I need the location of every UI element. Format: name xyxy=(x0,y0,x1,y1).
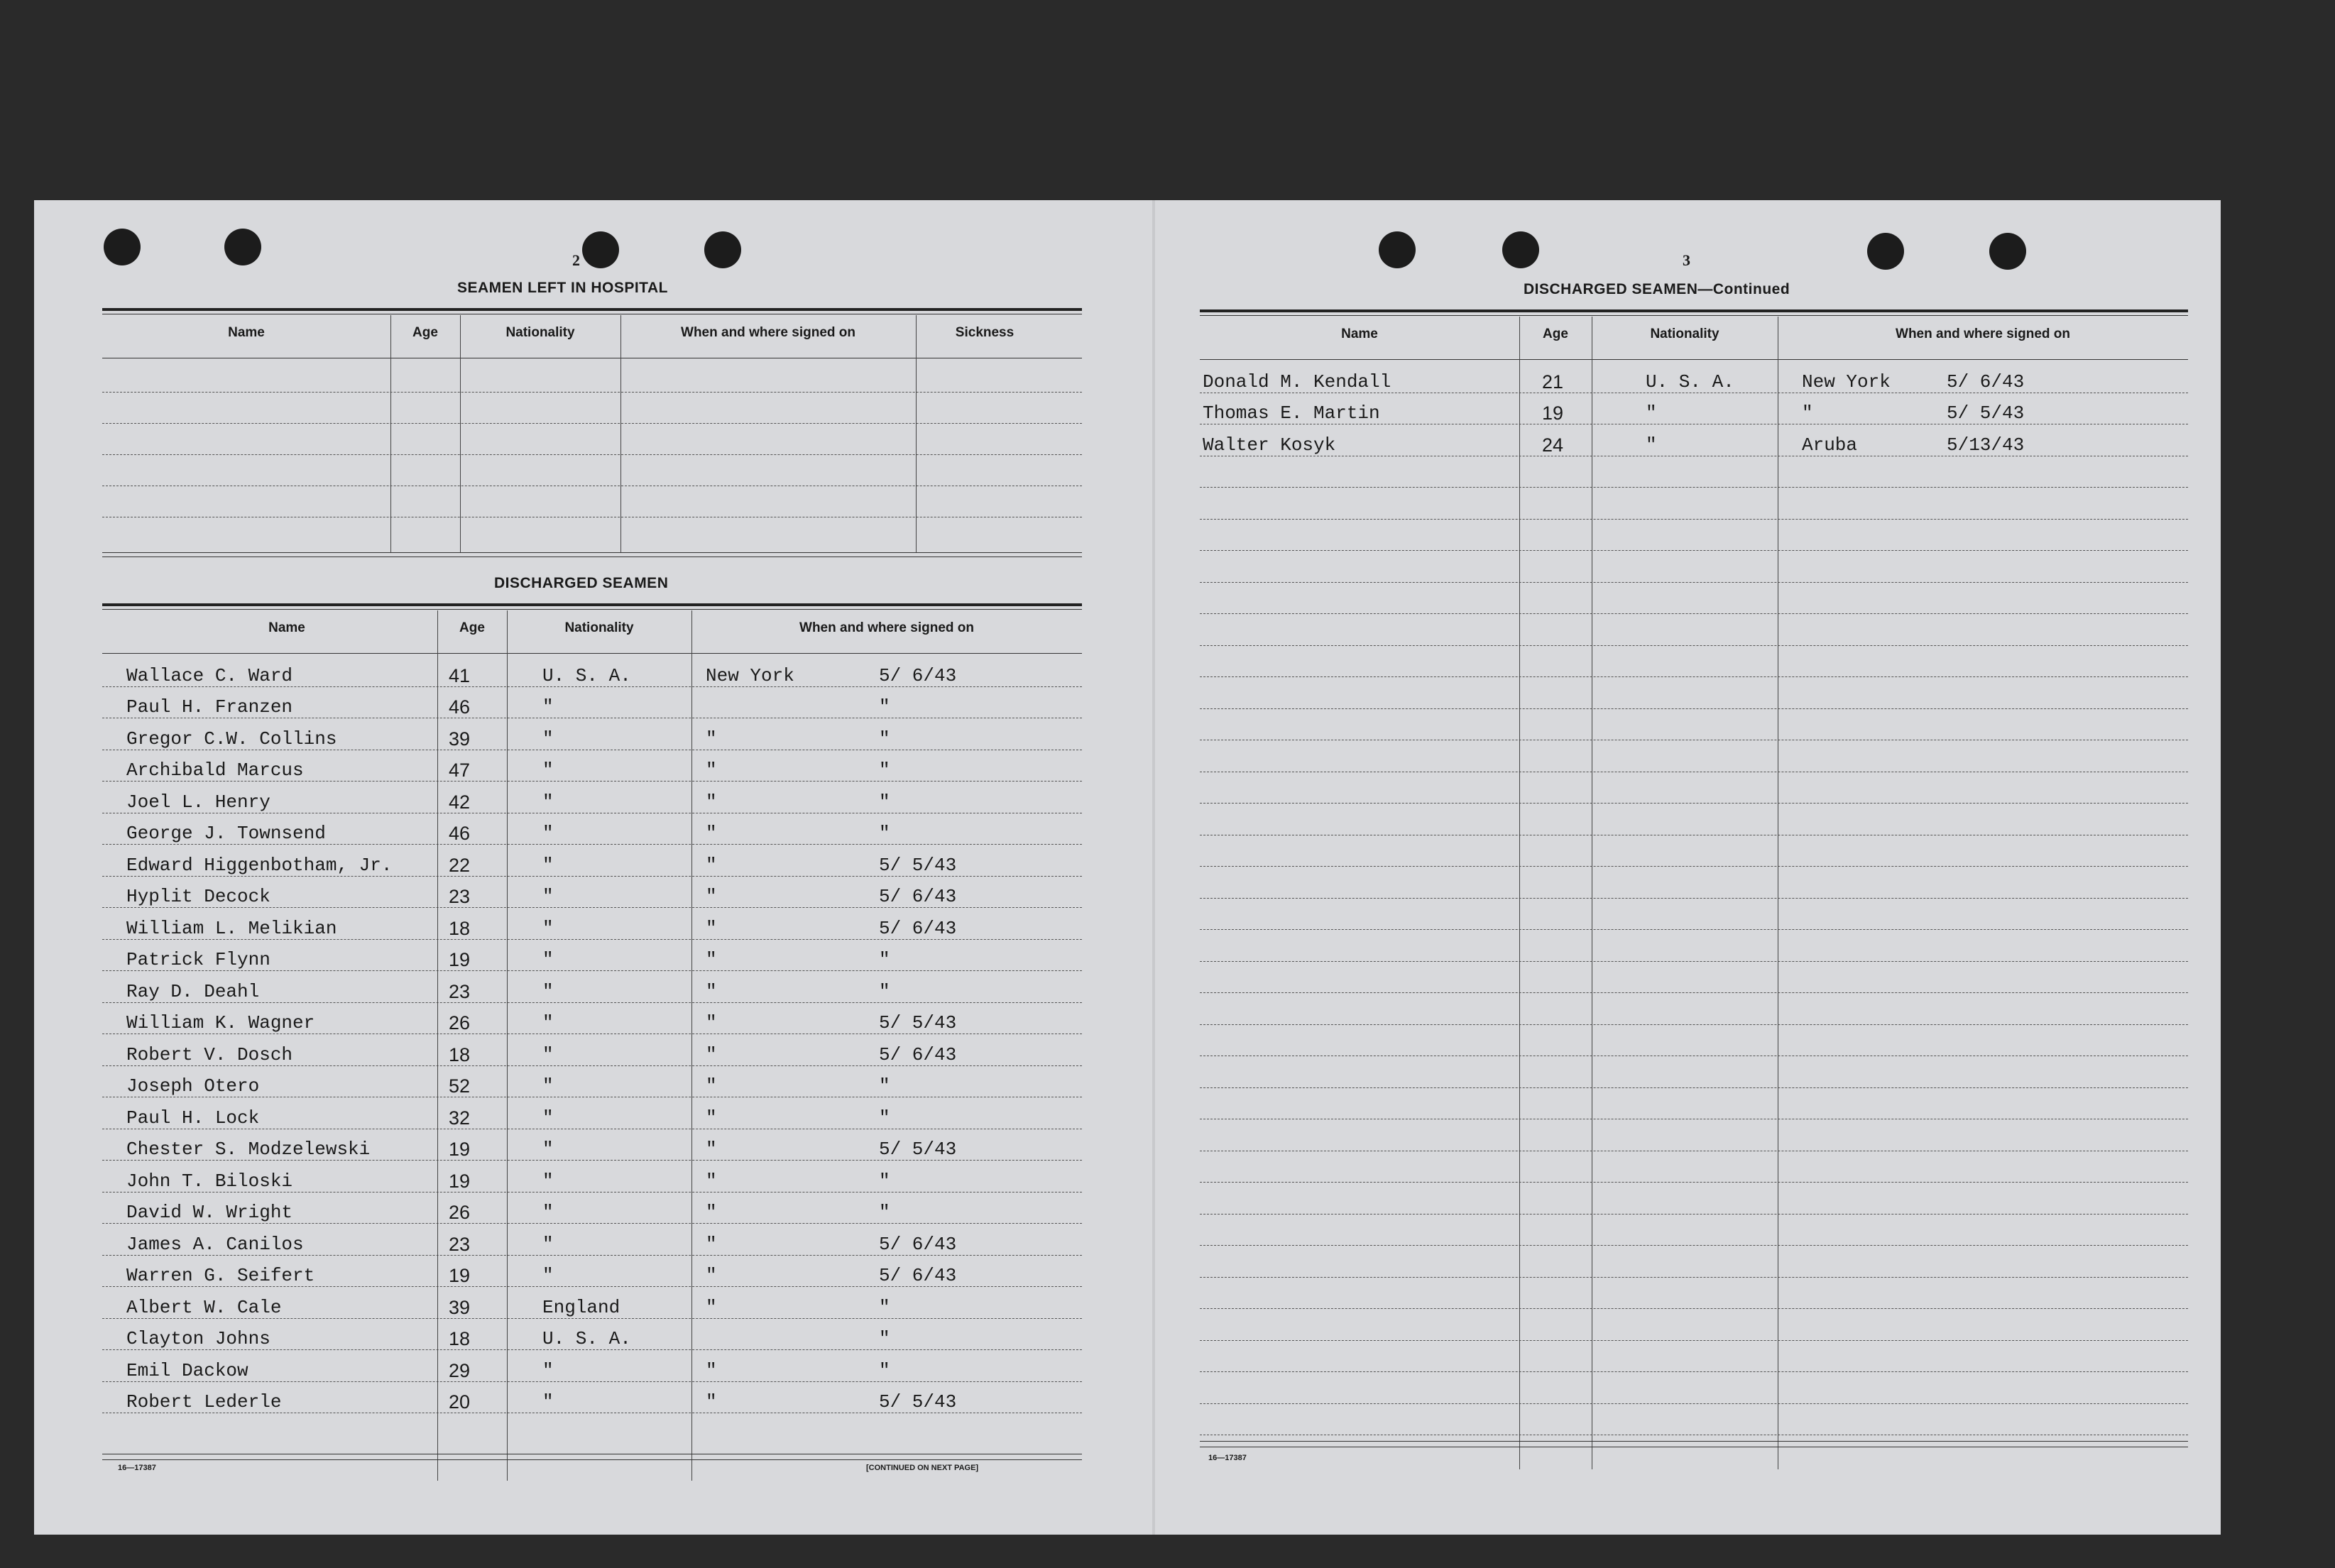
seaman-age: 41 xyxy=(449,664,471,686)
row-rule xyxy=(102,907,1082,908)
seaman-nationality: " xyxy=(542,917,554,939)
seaman-nationality: " xyxy=(542,728,554,750)
row-rule xyxy=(1200,866,2188,867)
seaman-nationality: " xyxy=(542,1233,554,1255)
seaman-name: Patrick Flynn xyxy=(126,949,270,970)
seaman-nationality: " xyxy=(542,980,554,1002)
row-rule xyxy=(1200,613,2188,614)
seaman-age: 47 xyxy=(449,760,471,781)
seaman-name: Joel L. Henry xyxy=(126,791,270,813)
signed-on-date: 5/ 5/43 xyxy=(879,854,957,876)
seaman-name: Joseph Otero xyxy=(126,1075,260,1097)
punch-hole-icon xyxy=(704,231,741,268)
signed-on-date: " xyxy=(879,1107,890,1129)
row-rule xyxy=(1200,803,2188,804)
signed-on-date: 5/ 6/43 xyxy=(1947,371,2025,393)
row-rule xyxy=(1200,1024,2188,1025)
row-rule xyxy=(102,1318,1082,1319)
row-rule xyxy=(102,970,1082,971)
signed-on-place: " xyxy=(706,791,717,813)
punch-hole-icon xyxy=(1502,231,1539,268)
row-rule xyxy=(102,686,1082,687)
continued-section-title: DISCHARGED SEAMEN—Continued xyxy=(1524,281,1790,297)
seaman-nationality: " xyxy=(542,1012,554,1034)
signed-on-date: " xyxy=(879,696,890,718)
discharged-header-signed-on: When and where signed on xyxy=(799,620,974,635)
signed-on-place: " xyxy=(706,1075,717,1097)
seaman-name: Thomas E. Martin xyxy=(1203,402,1380,424)
discharged-header-nationality: Nationality xyxy=(564,620,634,635)
signed-on-place: " xyxy=(706,949,717,970)
signed-on-date: " xyxy=(879,1202,890,1223)
row-rule xyxy=(102,1192,1082,1193)
seaman-nationality: " xyxy=(1646,434,1657,456)
row-rule xyxy=(102,1223,1082,1224)
seaman-age: 46 xyxy=(449,823,471,844)
seaman-nationality: England xyxy=(542,1296,620,1318)
signed-on-date: 5/ 6/43 xyxy=(879,1233,957,1255)
hospital-header-signed-on: When and where signed on xyxy=(681,325,855,340)
row-rule xyxy=(1200,645,2188,646)
row-rule xyxy=(102,1065,1082,1066)
row-rule xyxy=(102,1286,1082,1287)
seaman-nationality: " xyxy=(542,1107,554,1129)
seaman-age: 26 xyxy=(449,1202,471,1223)
seaman-nationality: " xyxy=(542,791,554,813)
hospital-section-title: SEAMEN LEFT IN HOSPITAL xyxy=(457,280,668,296)
row-rule xyxy=(1200,961,2188,962)
seaman-name: Clayton Johns xyxy=(126,1328,270,1349)
right-top-rule xyxy=(1200,309,2188,312)
punch-hole-icon xyxy=(1379,231,1416,268)
signed-on-date: " xyxy=(879,1170,890,1192)
signed-on-date: 5/ 6/43 xyxy=(879,1043,957,1065)
row-rule xyxy=(102,844,1082,845)
seaman-age: 21 xyxy=(1542,371,1564,393)
seaman-age: 32 xyxy=(449,1107,471,1129)
seaman-name: John T. Biloski xyxy=(126,1170,293,1192)
seaman-age: 19 xyxy=(449,1170,471,1192)
row-rule xyxy=(1200,708,2188,709)
punch-hole-icon xyxy=(224,229,261,265)
punch-hole-icon xyxy=(104,229,141,265)
row-rule xyxy=(102,1160,1082,1161)
signed-on-place: " xyxy=(706,1359,717,1381)
signed-on-place: " xyxy=(706,1265,717,1286)
seaman-age: 19 xyxy=(449,1265,471,1286)
signed-on-date: " xyxy=(879,823,890,844)
seaman-name: Hyplit Decock xyxy=(126,886,270,907)
seaman-nationality: U. S. A. xyxy=(1646,371,1734,393)
seaman-nationality: " xyxy=(542,823,554,844)
seaman-nationality: U. S. A. xyxy=(542,664,631,686)
signed-on-date: " xyxy=(879,1328,890,1349)
page-fold xyxy=(1152,200,1155,1535)
seaman-nationality: " xyxy=(542,760,554,781)
signed-on-date: 5/ 5/43 xyxy=(879,1012,957,1034)
seaman-age: 52 xyxy=(449,1075,471,1097)
row-rule xyxy=(1200,519,2188,520)
signed-on-date: " xyxy=(879,760,890,781)
signed-on-date: 5/ 6/43 xyxy=(879,1265,957,1286)
seaman-age: 22 xyxy=(449,854,471,876)
seaman-name: James A. Canilos xyxy=(126,1233,304,1255)
seaman-name: Robert Lederle xyxy=(126,1391,282,1413)
seaman-age: 18 xyxy=(449,1043,471,1065)
punch-hole-icon xyxy=(582,231,619,268)
seaman-nationality: " xyxy=(542,854,554,876)
seaman-age: 39 xyxy=(449,1296,471,1318)
seaman-name: William L. Melikian xyxy=(126,917,337,939)
signed-on-date: " xyxy=(879,728,890,750)
seaman-nationality: " xyxy=(542,1391,554,1413)
row-rule xyxy=(102,1002,1082,1003)
seaman-nationality: U. S. A. xyxy=(542,1328,631,1349)
crew-list-sheet xyxy=(34,200,2221,1535)
signed-on-place: " xyxy=(706,1233,717,1255)
signed-on-date: " xyxy=(879,1296,890,1318)
row-rule xyxy=(1200,676,2188,677)
seaman-name: Archibald Marcus xyxy=(126,760,304,781)
row-rule xyxy=(1200,1087,2188,1088)
row-rule xyxy=(1200,1214,2188,1215)
seaman-name: Robert V. Dosch xyxy=(126,1043,293,1065)
signed-on-place: " xyxy=(706,1139,717,1160)
row-rule xyxy=(1200,1277,2188,1278)
row-rule xyxy=(1200,1182,2188,1183)
seaman-nationality: " xyxy=(542,696,554,718)
signed-on-place: New York xyxy=(1802,371,1891,393)
form-number: 16—17387 xyxy=(118,1464,156,1472)
seaman-name: David W. Wright xyxy=(126,1202,293,1223)
page-number: 2 xyxy=(572,251,580,269)
hospital-top-rule xyxy=(102,308,1082,311)
punch-hole-icon xyxy=(1867,233,1904,270)
seaman-age: 46 xyxy=(449,696,471,718)
seaman-nationality: " xyxy=(542,1202,554,1223)
signed-on-date: 5/ 6/43 xyxy=(879,664,957,686)
row-rule xyxy=(1200,1371,2188,1372)
signed-on-date: 5/ 6/43 xyxy=(879,917,957,939)
continued-note: [CONTINUED ON NEXT PAGE] xyxy=(866,1464,979,1472)
signed-on-date: " xyxy=(879,791,890,813)
signed-on-place: " xyxy=(706,886,717,907)
hospital-header-nationality: Nationality xyxy=(505,325,575,340)
seaman-age: 18 xyxy=(449,917,471,939)
seaman-name: Paul H. Franzen xyxy=(126,696,293,718)
seaman-name: Paul H. Lock xyxy=(126,1107,260,1129)
seaman-age: 19 xyxy=(449,1139,471,1160)
signed-on-date: 5/ 5/43 xyxy=(879,1139,957,1160)
signed-on-place: " xyxy=(706,1296,717,1318)
seaman-age: 18 xyxy=(449,1328,471,1349)
seaman-name: Walter Kosyk xyxy=(1203,434,1336,456)
discharged-header-age: Age xyxy=(459,620,485,635)
signed-on-date: " xyxy=(879,980,890,1002)
seaman-name: William K. Wagner xyxy=(126,1012,315,1034)
seaman-age: 19 xyxy=(449,949,471,970)
signed-on-date: 5/ 5/43 xyxy=(879,1391,957,1413)
seaman-name: Chester S. Modzelewski xyxy=(126,1139,371,1160)
discharged-top-rule xyxy=(102,603,1082,606)
signed-on-place: " xyxy=(706,823,717,844)
row-rule xyxy=(1200,1403,2188,1404)
row-rule xyxy=(1200,487,2188,488)
signed-on-date: " xyxy=(879,1075,890,1097)
seaman-age: 20 xyxy=(449,1391,471,1413)
row-rule xyxy=(1200,1308,2188,1309)
seaman-name: Donald M. Kendall xyxy=(1203,371,1391,393)
row-rule xyxy=(102,876,1082,877)
row-rule xyxy=(102,1381,1082,1382)
seaman-nationality: " xyxy=(542,1075,554,1097)
row-rule xyxy=(1200,550,2188,551)
row-rule xyxy=(1200,1245,2188,1246)
seaman-age: 29 xyxy=(449,1359,471,1381)
row-rule xyxy=(102,939,1082,940)
right-header-age: Age xyxy=(1543,327,1568,341)
row-rule xyxy=(1200,992,2188,993)
signed-on-date: 5/13/43 xyxy=(1947,434,2025,456)
seaman-name: Edward Higgenbotham, Jr. xyxy=(126,854,393,876)
row-rule xyxy=(1200,898,2188,899)
seaman-name: Albert W. Cale xyxy=(126,1296,282,1318)
seaman-nationality: " xyxy=(542,949,554,970)
seaman-age: 24 xyxy=(1542,434,1564,456)
signed-on-place: " xyxy=(706,1043,717,1065)
seaman-nationality: " xyxy=(542,1265,554,1286)
row-rule xyxy=(1200,582,2188,583)
seaman-age: 23 xyxy=(449,886,471,907)
punch-hole-icon xyxy=(1989,233,2026,270)
seaman-name: Gregor C.W. Collins xyxy=(126,728,337,750)
seaman-age: 23 xyxy=(449,1233,471,1255)
seaman-nationality: " xyxy=(542,1170,554,1192)
hospital-header-sickness: Sickness xyxy=(955,325,1015,340)
signed-on-place: " xyxy=(706,728,717,750)
signed-on-place: " xyxy=(706,1391,717,1413)
signed-on-date: 5/ 5/43 xyxy=(1947,402,2025,424)
seaman-name: Warren G. Seifert xyxy=(126,1265,315,1286)
seaman-nationality: " xyxy=(542,1139,554,1160)
row-rule xyxy=(102,781,1082,782)
signed-on-place: " xyxy=(706,917,717,939)
seaman-age: 26 xyxy=(449,1012,471,1034)
signed-on-place: Aruba xyxy=(1802,434,1858,456)
seaman-age: 19 xyxy=(1542,402,1564,424)
signed-on-place: " xyxy=(706,1202,717,1223)
seaman-name: Wallace C. Ward xyxy=(126,664,293,686)
signed-on-place: " xyxy=(706,1170,717,1192)
discharged-section-title: DISCHARGED SEAMEN xyxy=(494,575,669,591)
seaman-age: 42 xyxy=(449,791,471,813)
row-rule xyxy=(102,1349,1082,1350)
signed-on-date: 5/ 6/43 xyxy=(879,886,957,907)
seaman-nationality: " xyxy=(1646,402,1657,424)
page-number: 3 xyxy=(1683,251,1690,269)
signed-on-place: " xyxy=(1802,402,1813,424)
signed-on-place: " xyxy=(706,854,717,876)
seaman-age: 23 xyxy=(449,980,471,1002)
hospital-header-age: Age xyxy=(412,325,438,340)
signed-on-place: " xyxy=(706,980,717,1002)
row-rule xyxy=(1200,929,2188,930)
right-header-nationality: Nationality xyxy=(1650,327,1719,341)
right-header-name: Name xyxy=(1341,327,1378,341)
signed-on-place: " xyxy=(706,760,717,781)
seaman-name: Emil Dackow xyxy=(126,1359,248,1381)
signed-on-place: New York xyxy=(706,664,794,686)
seaman-nationality: " xyxy=(542,1359,554,1381)
seaman-nationality: " xyxy=(542,1043,554,1065)
signed-on-place: " xyxy=(706,1107,717,1129)
signed-on-date: " xyxy=(879,949,890,970)
discharged-header-name: Name xyxy=(268,620,305,635)
right-header-signed-on: When and where signed on xyxy=(1896,327,2070,341)
form-number: 16—17387 xyxy=(1208,1454,1247,1462)
seaman-name: Ray D. Deahl xyxy=(126,980,260,1002)
signed-on-date: " xyxy=(879,1359,890,1381)
row-rule xyxy=(1200,1340,2188,1341)
signed-on-place: " xyxy=(706,1012,717,1034)
hospital-header-name: Name xyxy=(228,325,265,340)
seaman-name: George J. Townsend xyxy=(126,823,326,844)
seaman-nationality: " xyxy=(542,886,554,907)
row-rule xyxy=(102,1255,1082,1256)
seaman-age: 39 xyxy=(449,728,471,750)
